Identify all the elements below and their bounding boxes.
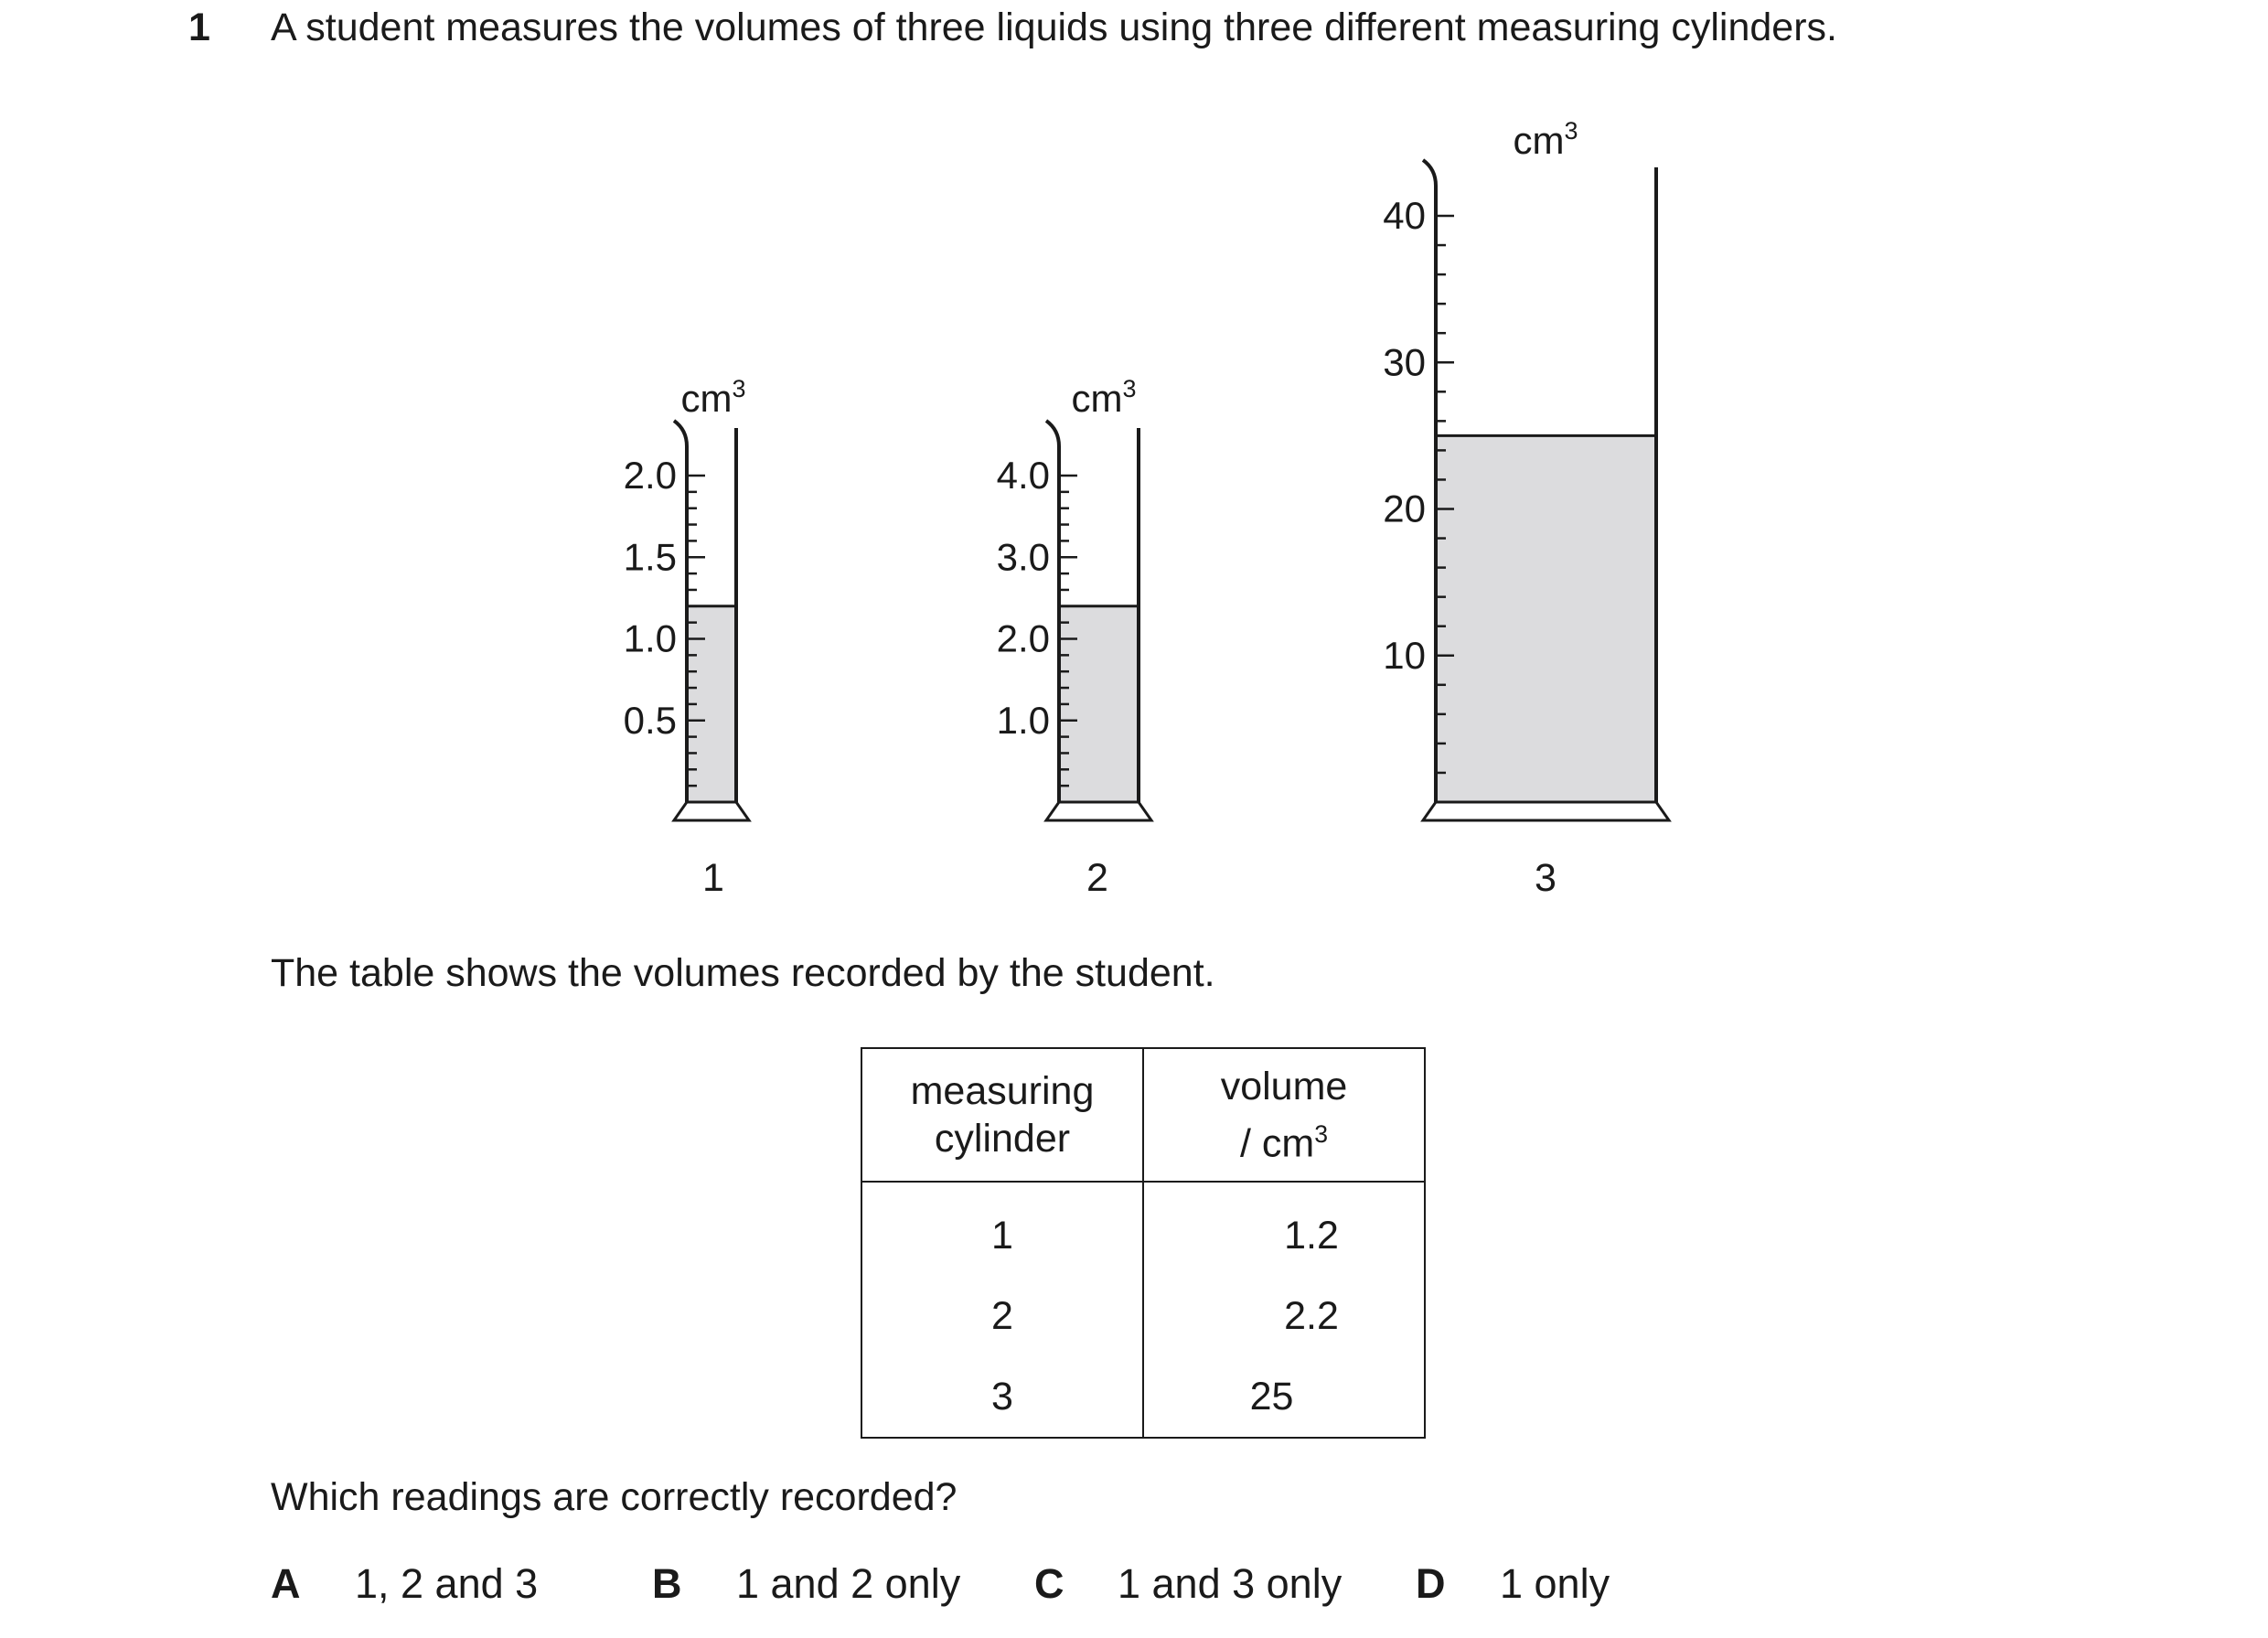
table-intro: The table shows the volumes recorded by the student. <box>271 951 1215 995</box>
volumes-table <box>861 1047 1426 1439</box>
volume-column-cells <box>1143 1182 1425 1438</box>
header-volume-line1: volume <box>1220 1064 1348 1108</box>
cylinder-2-scale-label: 3.0 <box>996 535 1050 579</box>
header-volume-line2: / $cm^3$ <box>1239 1119 1329 1166</box>
cylinder-3-scale-label: 20 <box>1383 487 1426 530</box>
cylinder-3-unit: $cm^3$ <box>1513 117 1578 162</box>
cylinder-1-base <box>674 802 749 820</box>
cylinder-3-base <box>1423 802 1669 820</box>
table-row-1-volume: 1.2 <box>1284 1214 1339 1258</box>
header-measuring-cylinder <box>861 1048 1143 1182</box>
cylinder-2-base <box>1046 802 1151 820</box>
table-row-2-volume: 2.2 <box>1284 1294 1339 1338</box>
option-c-letter: C <box>1034 1560 1064 1607</box>
cylinder-1-scale-label: 2.0 <box>623 454 677 497</box>
cylinder-1-scale-label: 0.5 <box>623 698 677 742</box>
cylinder-1-scale-label: 1.5 <box>623 535 677 579</box>
question-prompt: Which readings are correctly recorded? <box>271 1475 957 1519</box>
question-stem: A student measures the volumes of three liquids using three different measuring cylinders. <box>271 5 1837 49</box>
cylinder-1-number: 1 <box>702 856 724 900</box>
table-row-1-cylinder: 1 <box>991 1214 1013 1258</box>
cylinder-2-scale-label: 2.0 <box>996 616 1050 660</box>
header-volume <box>1143 1048 1425 1182</box>
cylinder-3-number: 3 <box>1535 856 1557 900</box>
cylinder-3-scale-label: 10 <box>1383 633 1426 677</box>
cylinder-2-liquid <box>1059 606 1139 802</box>
cylinder-3-liquid <box>1436 435 1656 802</box>
option-d-letter: D <box>1416 1560 1446 1607</box>
option-b-text: 1 and 2 only <box>736 1560 961 1607</box>
cylinder-2-scale-label: 1.0 <box>996 698 1050 742</box>
cylinder-3-left-wall <box>1423 160 1436 802</box>
cylinder-2-scale-label: 4.0 <box>996 454 1050 497</box>
table-row-3-volume: 25 <box>1249 1375 1294 1419</box>
table-row-2-cylinder: 2 <box>991 1294 1013 1338</box>
cylinder-1-scale-label: 1.0 <box>623 616 677 660</box>
header-cylinder-line2: cylinder <box>934 1117 1071 1161</box>
table-row-3-cylinder: 3 <box>991 1375 1013 1419</box>
header-cylinder-line1: measuring <box>910 1069 1095 1113</box>
option-d-text: 1 only <box>1500 1560 1610 1607</box>
cylinder-2-number: 2 <box>1086 856 1108 900</box>
cylinder-2-unit: $cm^3$ <box>1071 375 1137 420</box>
cylinder-3-scale-label: 40 <box>1383 194 1426 237</box>
cylinder-3-scale-label: 30 <box>1383 340 1426 384</box>
option-a-letter: A <box>271 1560 301 1607</box>
cylinder-1-unit: $cm^3$ <box>680 375 746 420</box>
option-b-letter: B <box>652 1560 682 1607</box>
cylinder-column-cells <box>861 1182 1143 1438</box>
option-a-text: 1, 2 and 3 <box>355 1560 539 1607</box>
question-number: 1 <box>188 5 210 49</box>
option-c-text: 1 and 3 only <box>1118 1560 1343 1607</box>
